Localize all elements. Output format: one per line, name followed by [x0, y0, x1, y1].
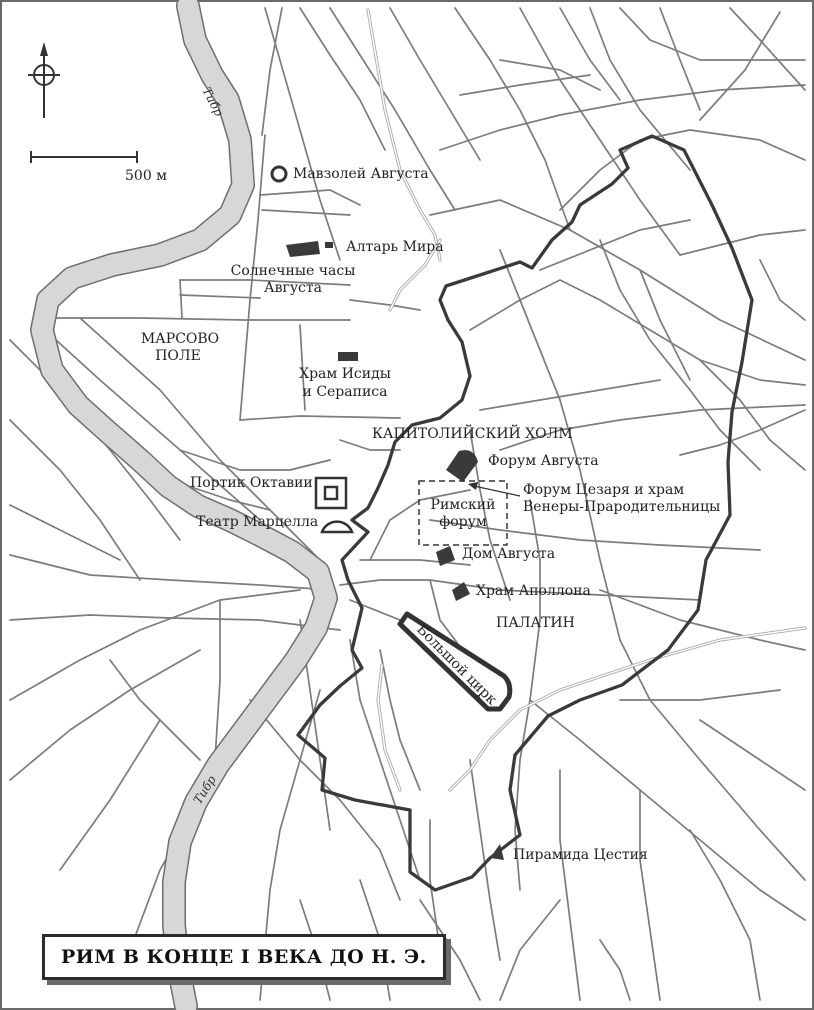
circus-label: Большой цирк: [413, 621, 500, 709]
label-sundial-1: Солнечные часы: [230, 263, 356, 279]
label-pyramid: Пирамида Цестия: [513, 847, 648, 863]
compass-rose: [28, 42, 60, 118]
river-label-south: Тибр: [190, 773, 219, 807]
altar-marker: [325, 242, 333, 248]
label-forum-augustus: Форум Августа: [488, 453, 599, 469]
label-isis-2: и Сераписа: [302, 384, 388, 400]
label-altar: Алтарь Мира: [346, 239, 444, 255]
label-mausoleum: Мавзолей Августа: [293, 166, 429, 182]
circus-maximus-marker: [400, 614, 510, 709]
label-palatine: ПАЛАТИН: [496, 615, 575, 631]
label-campus-martius-2: ПОЛЕ: [155, 348, 201, 364]
pyramid-marker: [490, 844, 504, 860]
marcellus-theatre-marker: [322, 522, 352, 532]
scale-label: 500 м: [125, 168, 168, 184]
octavia-portico-marker: [316, 478, 346, 508]
mausoleum-marker: [272, 167, 286, 181]
label-caesar-2: Венеры-Прародительницы: [523, 499, 721, 515]
label-apollo: Храм Аполлона: [476, 583, 591, 599]
label-octavia: Портик Октавии: [190, 475, 313, 491]
label-capitol: КАПИТОЛИЙСКИЙ ХОЛМ: [372, 426, 573, 442]
label-marcellus: Театр Марцелла: [196, 514, 319, 530]
label-roman-forum-2: форум: [439, 514, 487, 530]
map-title: РИМ В КОНЦЕ I ВЕКА ДО Н. Э.: [42, 934, 446, 980]
label-isis-1: Храм Исиды: [299, 366, 391, 382]
scale-bar-icon: [30, 151, 138, 163]
isis-temple-marker: [338, 352, 358, 361]
sundial-marker: [286, 241, 320, 257]
label-caesar-1: Форум Цезаря и храм: [523, 482, 685, 498]
label-house-augustus: Дом Августа: [462, 546, 556, 562]
label-campus-martius-1: МАРСОВО: [140, 331, 220, 347]
caesar-forum-pointer: [468, 482, 520, 496]
river-label-north: Тибр: [199, 84, 227, 119]
label-sundial-2: Августа: [264, 280, 322, 296]
north-arrow-icon: [40, 42, 48, 118]
label-roman-forum-1: Римский: [430, 497, 496, 513]
forum-augustus-marker: [446, 450, 478, 482]
